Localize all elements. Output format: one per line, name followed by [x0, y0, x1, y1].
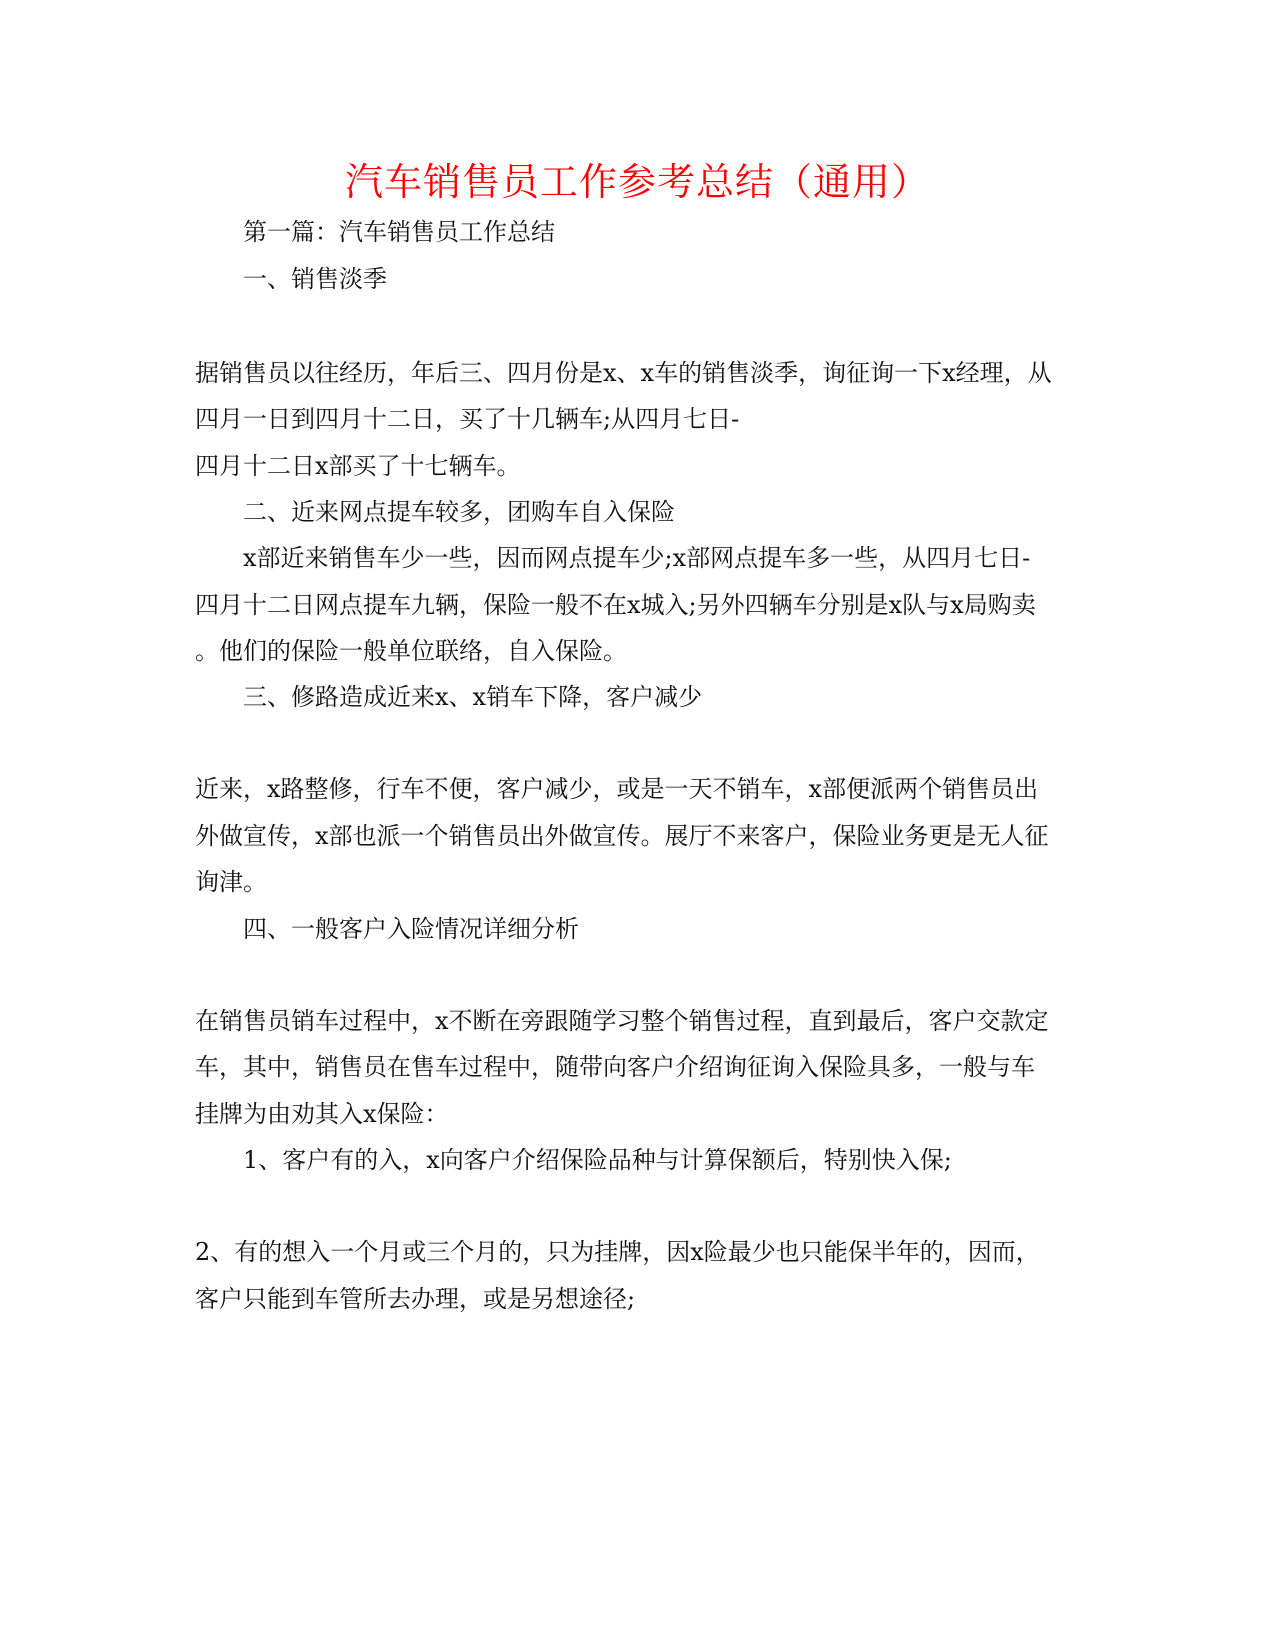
paragraph-line: 近来，x路整修，行车不便，客户减少，或是一天不销车，x部便派两个销售员出 [195, 775, 1039, 803]
section-heading: 第一篇：汽车销售员工作总结 [243, 218, 555, 246]
paragraph-line: 车，其中，销售员在售车过程中，随带向客户介绍询征询入保险具多，一般与车 [195, 1053, 1035, 1081]
paragraph-line: 客户只能到车管所去办理，或是另想途径; [195, 1285, 636, 1313]
paragraph-line: 四月十二日x部买了十七辆车。 [195, 452, 521, 480]
paragraph-line: 据销售员以往经历，年后三、四月份是x、x车的销售淡季，询征询一下x经理，从 [195, 359, 1052, 387]
paragraph-line: 在销售员销车过程中，x不断在旁跟随学习整个销售过程，直到最后，客户交款定 [195, 1007, 1049, 1035]
section-heading: 四、一般客户入险情况详细分析 [243, 915, 579, 943]
paragraph-line: 。他们的保险一般单位联络，自入保险。 [195, 637, 627, 665]
paragraph-line: 询津。 [195, 868, 267, 896]
paragraph-line: x部近来销售车少一些，因而网点提车少;x部网点提车多一些，从四月七日- [243, 544, 1031, 572]
paragraph-line: 四月十二日网点提车九辆，保险一般不在x城入;另外四辆车分别是x队与x局购卖 [195, 591, 1036, 619]
paragraph-line: 挂牌为由劝其入x保险： [195, 1100, 449, 1128]
document-title: 汽车销售员工作参考总结（通用） [344, 160, 930, 204]
section-heading: 一、销售淡季 [243, 265, 387, 293]
section-heading: 三、修路造成近来x、x销车下降，客户减少 [243, 683, 703, 711]
list-item: 2、有的想入一个月或三个月的，只为挂牌，因x险最少也只能保半年的，因而， [195, 1238, 1040, 1266]
section-heading: 二、近来网点提车较多，团购车自入保险 [243, 498, 675, 526]
list-item: 1、客户有的入，x向客户介绍保险品种与计算保额后，特别快入保; [243, 1146, 952, 1174]
paragraph-line: 四月一日到四月十二日，买了十几辆车;从四月七日- [195, 405, 740, 433]
paragraph-line: 外做宣传，x部也派一个销售员出外做宣传。展厅不来客户，保险业务更是无人征 [195, 822, 1049, 850]
